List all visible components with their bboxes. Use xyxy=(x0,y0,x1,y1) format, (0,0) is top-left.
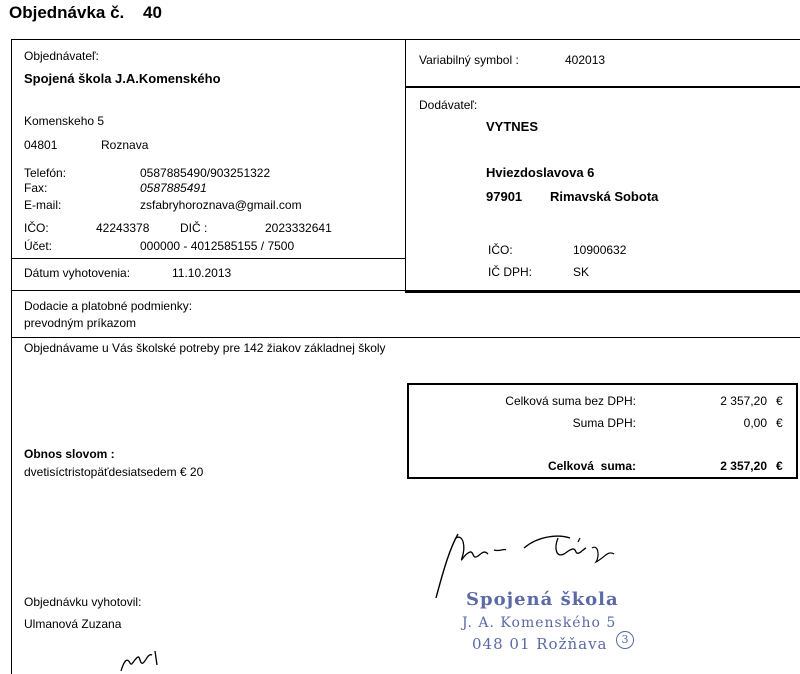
account-value: 000000 - 4012585155 / 7500 xyxy=(140,239,295,253)
grand-total-label: Celková suma: xyxy=(547,459,636,473)
stamp-line-3: 048 01 Rožňava xyxy=(472,635,608,653)
terms-value: prevodným príkazom xyxy=(24,316,137,330)
customer-heading: Objednávateľ: xyxy=(24,49,99,63)
date-row-top xyxy=(11,258,405,259)
supplier-ico-value: 10900632 xyxy=(573,243,627,257)
supplier-icdph-label: IČ DPH: xyxy=(488,265,533,279)
title-label: Objednávka č. xyxy=(9,3,125,22)
vat-currency: € xyxy=(776,416,783,430)
fax-label: Fax: xyxy=(24,181,48,195)
customer-dic-value: 2023332641 xyxy=(265,221,332,235)
order-number: 40 xyxy=(143,3,162,22)
variable-symbol-value: 402013 xyxy=(565,53,606,67)
terms-row-bottom xyxy=(11,337,800,338)
customer-ico-value: 42243378 xyxy=(96,221,150,235)
supplier-city: Rimavská Sobota xyxy=(550,189,659,204)
stamp-line-1: Spojená škola xyxy=(466,589,619,610)
prepared-by-label: Objednávku vyhotovil: xyxy=(24,595,142,609)
phone-value: 0587885490/903251322 xyxy=(140,166,271,180)
issue-date-value: 11.10.2013 xyxy=(172,266,232,280)
customer-zip: 04801 xyxy=(24,138,58,152)
customer-street: Komenskeho 5 xyxy=(24,114,105,128)
amount-words-label: Obnos slovom : xyxy=(24,447,115,461)
vat-label: Suma DPH: xyxy=(572,416,636,430)
fax-value: 0587885491 xyxy=(140,181,207,195)
terms-label: Dodacie a platobné podmienky: xyxy=(24,299,193,313)
phone-label: Telefón: xyxy=(24,166,67,180)
supplier-box-bottom xyxy=(405,291,800,293)
school-stamp xyxy=(458,585,658,661)
grand-total-currency: € xyxy=(776,459,783,473)
supplier-icdph-value: SK xyxy=(573,265,590,279)
amount-words-value: dvetisíctristopäťdesiatsedem € 20 xyxy=(24,465,204,479)
account-label: Účet: xyxy=(24,239,53,253)
variable-symbol-label: Variabilný symbol : xyxy=(419,53,519,67)
supplier-street: Hviezdoslavova 6 xyxy=(486,165,595,180)
net-total-currency: € xyxy=(776,394,783,408)
grand-total-value: 2 357,20 xyxy=(720,459,767,473)
prepared-by-name: Ulmanová Zuzana xyxy=(24,617,122,631)
net-total-value: 2 357,20 xyxy=(720,394,767,408)
preparer-signature-icon xyxy=(118,645,168,673)
customer-name: Spojená škola J.A.Komenského xyxy=(24,71,221,86)
frame-left xyxy=(11,39,12,674)
document-title xyxy=(9,3,162,23)
supplier-zip: 97901 xyxy=(486,189,523,204)
email-value: zsfabryhoroznava@gmail.com xyxy=(140,198,302,212)
customer-city: Roznava xyxy=(101,138,149,152)
email-label: E-mail: xyxy=(24,198,62,212)
supplier-box-top xyxy=(405,86,800,88)
supplier-name: VYTNES xyxy=(486,119,539,134)
issue-date-label: Dátum vyhotovenia: xyxy=(24,266,131,280)
supplier-ico-label: IČO: xyxy=(488,243,513,257)
date-row-bottom xyxy=(11,290,800,291)
customer-dic-label: DIČ : xyxy=(180,221,208,235)
customer-ico-label: IČO: xyxy=(24,221,49,235)
net-total-label: Celková suma bez DPH: xyxy=(505,394,636,408)
stamp-number-mark: 3 xyxy=(616,631,634,649)
frame-middle xyxy=(405,39,406,292)
vat-value: 0,00 xyxy=(743,416,767,430)
stamp-line-2: J. A. Komenského 5 xyxy=(462,615,617,631)
supplier-heading: Dodávateľ: xyxy=(419,98,478,112)
order-description: Objednávame u Vás školské potreby pre 142 žiakov základnej školy xyxy=(24,341,386,355)
